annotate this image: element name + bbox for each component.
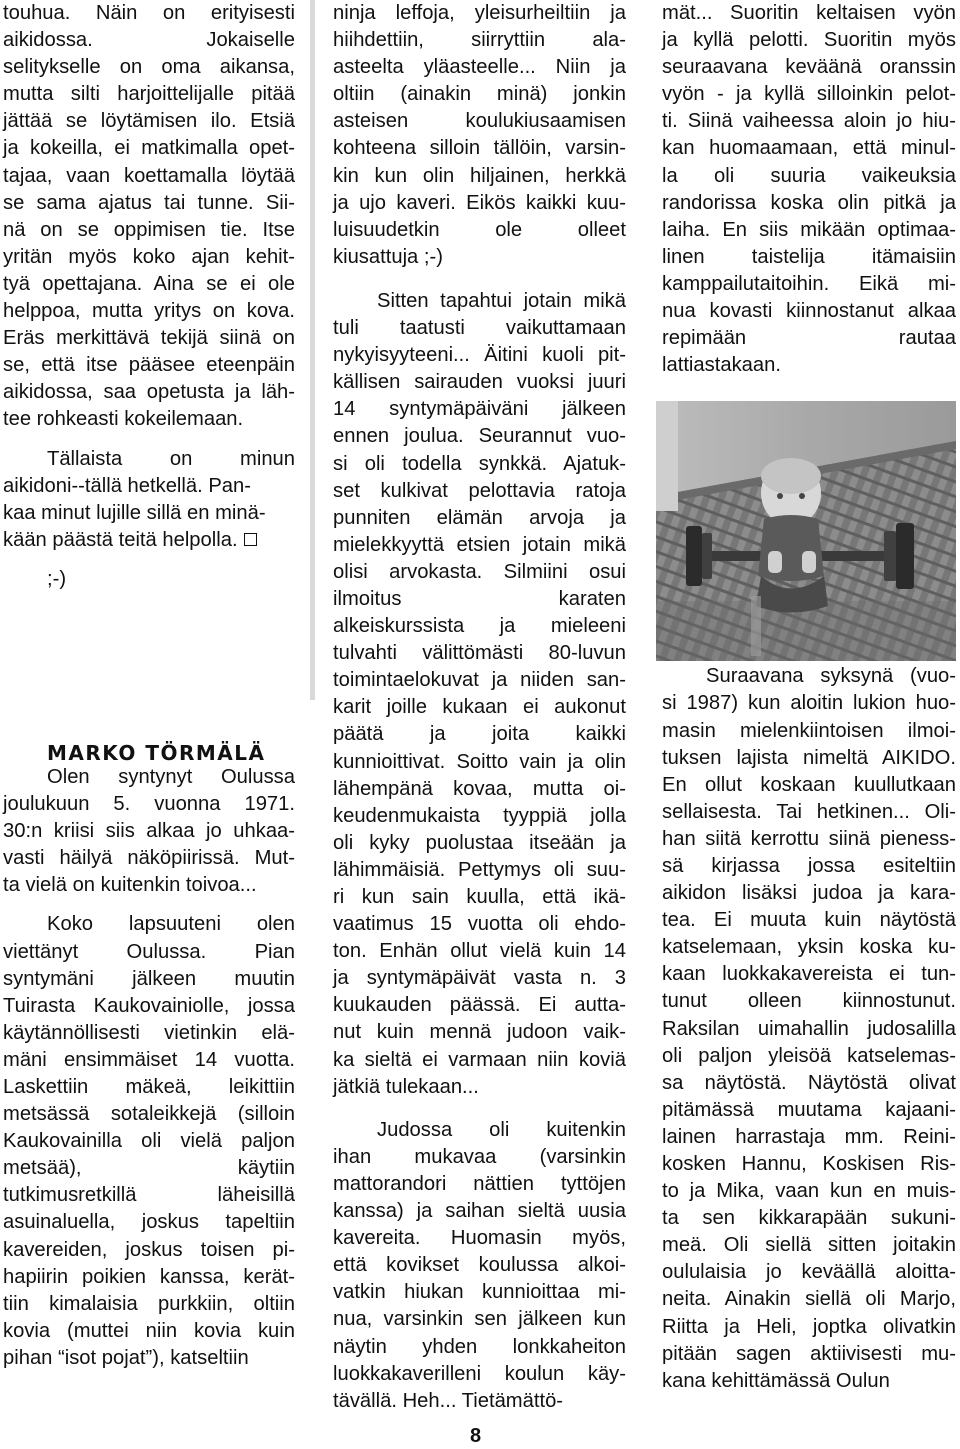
text-line: syntymäni jälkeen muutin — [3, 967, 295, 990]
text-line: hapiirin poikien kanssa, kerät- — [3, 1265, 295, 1288]
page-number: 8 — [470, 1425, 482, 1447]
text-line: nykyisyyteeni... Äitini kuoli pit- — [333, 344, 626, 367]
text-line: 30:n kriisi siis alkaa jo uhkaa- — [3, 820, 295, 843]
text-line: luokkakaverilleni koulun käy- — [333, 1362, 626, 1385]
text-line: aikidon lisäksi judoa ja kara- — [662, 882, 956, 905]
text-line: ta vielä on kuitenkin toivoa... — [3, 874, 257, 897]
text-line: yritän myös koko ajan kehit- — [3, 245, 295, 268]
text-line: alkeiskurssista ja mieleeni — [333, 615, 626, 638]
paragraph — [3, 764, 295, 899]
text-line: jätkiä tulekaan... — [333, 1075, 479, 1098]
text-line: tävällä. Heh... Tietämättö- — [333, 1389, 564, 1412]
text-line: hiihdettiin, siirryttiin ala- — [333, 29, 626, 52]
text-line: kiusattuja ;-) — [333, 245, 443, 268]
text-line: jättää se löytämisen ilo. Etsiä — [3, 110, 295, 133]
text-line: set kulkivat pelottavia ratoja — [333, 479, 626, 502]
text-line: ka sieltä ei varmaan niin koviä — [333, 1048, 626, 1071]
text-line: että kovikset koulussa alkoi- — [333, 1254, 626, 1277]
text-line: kaan luokkakavereista ei tun- — [662, 963, 956, 986]
text-line: Judossa oli kuitenkin — [377, 1118, 626, 1141]
text-line: lähempänä kovaa, mutta oi- — [333, 777, 626, 800]
text-line: pitämässä muutama kajaani- — [662, 1098, 956, 1121]
text-line: se, että itse pääsee eteenpäin — [3, 354, 295, 377]
text-line-with-end-mark — [3, 527, 295, 554]
paragraph — [333, 288, 626, 1101]
text-line: Laskettiin mäkeä, leikittiin — [3, 1076, 295, 1098]
text-line: toimintaelokuvat ja niiden san- — [333, 669, 626, 692]
text-line: mät... Suoritin keltaisen vyön — [662, 2, 956, 24]
column-1 — [3, 0, 295, 1372]
text-line: lattiastakaan. — [662, 354, 781, 377]
text-line: ta sen kikkarapään sukuni- — [662, 1207, 956, 1230]
section-heading: MARKO TÖRMÄLÄ — [47, 741, 266, 765]
paragraph — [3, 0, 295, 434]
text-line: kaa minut lujille sillä en minä- — [3, 501, 266, 524]
text-line: asteelta yläasteelle... Niin ja — [333, 56, 626, 79]
text-line: mutta silti harjoittelijalle pitää — [3, 83, 295, 106]
column-divider — [310, 0, 315, 700]
paragraph — [333, 1117, 626, 1415]
text-line: katselemaan, yksin koska ku- — [662, 936, 956, 959]
text-line: karit joille kukaan ei aukonut — [333, 696, 626, 719]
paragraph — [333, 0, 626, 271]
text-line: mielekkyyttä etsien jotain mikä — [333, 533, 626, 556]
text-line: han siitä kerrottu siinä pieness- — [662, 827, 956, 850]
text-line: tee rohkeasti kokeilemaan. — [3, 408, 244, 431]
text-line: kään päästä teitä helpolla. — [3, 528, 238, 551]
text-line: aikidossa. Jokaiselle — [3, 29, 295, 52]
text-line: si oli todella synkkä. Ajatuk- — [333, 452, 626, 475]
text-line: ninja leffoja, yleisurheiltiin ja — [333, 2, 626, 24]
text-line: Sitten tapahtui jotain mikä — [377, 289, 626, 312]
text-line: si 1987) kun aloitin lukion huo- — [662, 692, 956, 715]
text-line: viettänyt Oulussa. Pian — [3, 940, 295, 963]
text-line: nä on se oppimisen tie. Itse — [3, 218, 295, 241]
text-line: kavereiden, joskus toisen pi- — [3, 1238, 295, 1261]
text-line: ti. Siinä vaiheessa aloin jo hiu- — [662, 110, 956, 133]
text-line: asteisen koulukiusaamisen — [333, 110, 626, 133]
text-line: lähimmäisiä. Pettymys oli suu- — [333, 858, 626, 881]
text-line: tutkimusretkillä läheisillä — [3, 1184, 295, 1207]
text-line: metsää), käytiin — [3, 1157, 295, 1180]
text-line: Tuirasta Kaukovainiolle, jossa — [3, 994, 295, 1017]
paragraph-gap — [3, 554, 295, 566]
text-line: meä. Oli siellä sitten joitakin — [662, 1234, 956, 1257]
text-line: seuraavana keväänä oranssin — [662, 56, 956, 79]
text-line: vaatimus 15 vuotta oli ehdo- — [333, 913, 626, 936]
text-line: Riitta ja Heli, joptka olivatkin — [662, 1315, 956, 1338]
text-line: Koko lapsuuteni olen — [47, 913, 295, 936]
paragraph-gap — [3, 899, 295, 911]
text-line: nut kuin mennä judoon vaik- — [333, 1021, 626, 1044]
text-line: kuukauden päässä. Ei autta- — [333, 994, 626, 1017]
text-line: ri kun sain kuulla, että ikä- — [333, 886, 626, 908]
text-line: touhua. Näin on erityisesti — [3, 2, 295, 24]
text-line: kosken Hannu, Koskisen Ris- — [662, 1153, 956, 1175]
text-line: sellaisesta. Tai hetkinen... Oli- — [662, 800, 956, 823]
text-line: se sama ajatus tai tunne. Sii- — [3, 191, 295, 214]
text-line: mäni ensimmäiset 14 vuotta. — [3, 1048, 295, 1071]
text-line: käytännöllisesti vietinkin elä- — [3, 1021, 295, 1044]
text-line: randorissa koska olin pitkä ja — [662, 191, 956, 214]
text-line: Raksilan uimahallin judosalilla — [662, 1017, 956, 1040]
heading-space — [3, 593, 295, 764]
text-line: ja ujo kaveri. Eikös kaikki kuu- — [333, 191, 626, 214]
text-line: to ja Mika, vaan kun en muis- — [662, 1180, 956, 1203]
text-line: repimään rautaa — [662, 327, 956, 350]
text-line: kanssa) ja saihan sieltä uusia — [333, 1200, 626, 1223]
text-line: oltiin (ainakin minä) jonkin — [333, 83, 626, 106]
text-line: tulvahti välittömästi 80-luvun — [333, 642, 626, 665]
text-line: Tällaista on minun — [47, 447, 295, 470]
text-line: tyä opettajana. Aina se ei ole — [3, 272, 295, 295]
text-line: kan huomaamaan, että minul- — [662, 137, 956, 160]
text-line: källisen sairauden vuoksi juuri — [333, 371, 626, 394]
text-line: ilmoitus karaten — [333, 587, 626, 610]
text-line: Kaukovainilla oli vielä paljon — [3, 1130, 295, 1153]
text-line: ton. Enhän ollut vielä kuin 14 — [333, 940, 626, 963]
text-line: pitään sagen aktiivisesti mu- — [662, 1342, 956, 1365]
text-line: asuinaluella, joskus tapeltiin — [3, 1211, 295, 1234]
text-line: metsässä sotaleikkejä (silloin — [3, 1103, 295, 1126]
text-line: ja kyllä pelotti. Suoritin myös — [662, 29, 956, 52]
text-line: punniten elämän arvoja ja — [333, 506, 626, 529]
paragraph — [3, 446, 295, 554]
text-line: helppoa, mutta yritys on kova. — [3, 300, 295, 323]
text-line: tuksen lajista nimeltä AIKIDO. — [662, 746, 956, 769]
text-line: oli kyky puolustaa itseään ja — [333, 831, 626, 854]
text-line: keudenmukaista tyyppiä jolla — [333, 804, 626, 827]
text-line: kana kehittämässä Oulun — [662, 1369, 890, 1392]
text-line: En ollut koskaan kuullutkaan — [662, 773, 956, 796]
photo-image — [656, 401, 956, 661]
paragraph — [662, 0, 956, 379]
text-line: Eräs merkittävä tekijä siinä on — [3, 327, 295, 350]
text-line: mattorandori nättien tyttöjen — [333, 1172, 626, 1195]
text-line: linen taistelija itämaisiin — [662, 245, 956, 268]
text-line: kamppailutaitoihin. Eikä mi- — [662, 272, 956, 295]
smiley-text: ;-) — [47, 567, 67, 590]
text-line: aikidoni--tällä hetkellä. Pan- — [3, 474, 251, 497]
text-line: ennen joulua. Seurannut vuo- — [333, 425, 626, 448]
text-line: päätä ja joita kaikki — [333, 723, 626, 746]
text-line: näytin yhden lonkkaheiton — [333, 1335, 626, 1358]
text-line: tiin kimalaisia purkkiin, oltiin — [3, 1292, 295, 1315]
paragraph — [3, 911, 295, 1372]
text-line: Suraavana syksynä (vuo- — [706, 665, 956, 688]
box-icon — [244, 533, 257, 546]
text-line: tunut olleen kiinnostunut. — [662, 990, 956, 1013]
text-line: luisuudetkin ole olleet — [333, 218, 626, 241]
text-line: ihan mukavaa (varsinkin — [333, 1145, 626, 1168]
text-line: neita. Ainakin siellä oli Marjo, — [662, 1288, 956, 1311]
text-line: kavereita. Huomasin myös, — [333, 1227, 626, 1250]
column-3 — [662, 0, 956, 1395]
text-line: kovia (muttei niin kovia kuin — [3, 1319, 295, 1342]
text-line: ja kokeilla, ei matkimalla opet- — [3, 137, 295, 160]
text-line: oli paljon yleisöä katselemas- — [662, 1044, 956, 1067]
paragraph-gap — [3, 434, 295, 446]
text-line: kin kun olin hiljainen, herkkä — [333, 164, 626, 187]
text-line: ja syntymäpäivät vasta n. 3 — [333, 967, 626, 990]
text-line: tajaa, vaan koettamalla löytää — [3, 164, 295, 187]
text-line: lainen harrastaja mm. Reini- — [662, 1125, 956, 1148]
text-line: nua, varsinkin sen jälkeen kun — [333, 1308, 626, 1331]
text-line: Olen syntynyt Oulussa — [47, 765, 295, 788]
paragraph-gap — [333, 1101, 626, 1117]
text-line: tea. Ei muuta kuin näytöstä — [662, 909, 956, 932]
text-line: kunnioittivat. Soitto vain ja olin — [333, 750, 626, 773]
text-line: pihan “isot pojat”), katseltiin — [3, 1346, 249, 1369]
text-line: oululaisia jo keväällä aloitta- — [662, 1261, 956, 1284]
text-line: nua kovasti kiinnostanut alkaa — [662, 300, 956, 323]
paragraph-gap — [333, 271, 626, 288]
baby-barbell-photo — [656, 401, 956, 661]
text-line: la oli suuria vaikeuksia — [662, 164, 956, 187]
column-2 — [333, 0, 626, 1415]
text-line: tuli taatusti vaikuttamaan — [333, 317, 626, 340]
text-line: vasti häilyä näköpiirissä. Mut- — [3, 847, 295, 870]
text-line: aikidossa, saa opetusta ja läh- — [3, 381, 295, 404]
text-line: kohteena silloin tällöin, varsin- — [333, 137, 626, 160]
paragraph — [662, 663, 956, 1395]
text-line: vatkin hiukan kunnioittaa mi- — [333, 1281, 626, 1304]
text-line: 14 syntymäpäiväni jälkeen — [333, 398, 626, 421]
text-line: joulukuun 5. vuonna 1971. — [3, 793, 295, 816]
text-line: selitykselle on oma aikansa, — [3, 56, 295, 79]
text-line: olisi arvokasta. Silmiini osui — [333, 560, 626, 583]
text-line: laiha. En siis mikään optimaa- — [662, 218, 956, 241]
text-line: vyön - ja kyllä silloinkin pelot- — [662, 83, 956, 106]
text-line: sa näytöstä. Näytöstä olivat — [662, 1071, 956, 1094]
text-line: masin mielenkiintoisen ilmoi- — [662, 719, 956, 742]
text-line: sä kirjassa jossa esiteltiin — [662, 854, 956, 877]
